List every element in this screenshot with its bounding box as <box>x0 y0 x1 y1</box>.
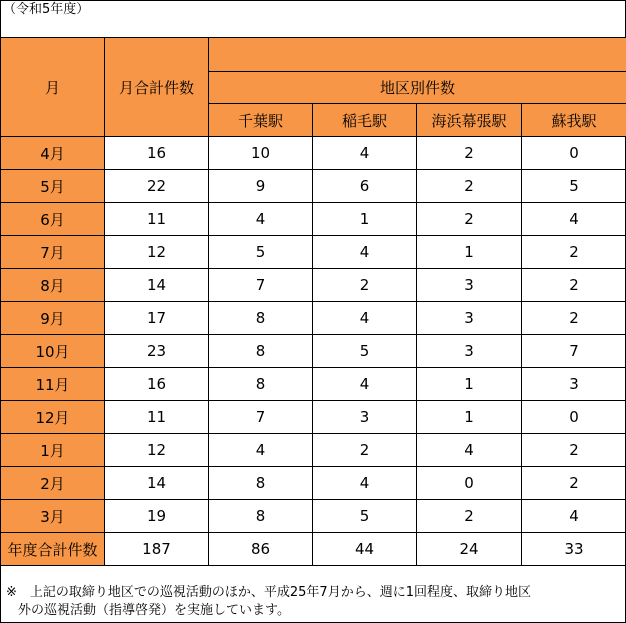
soga-count-cell: 2 <box>522 434 626 467</box>
inage-count-cell: 4 <box>313 236 417 269</box>
kaihinmakuhari-count-cell: 1 <box>417 236 522 269</box>
soga-count-cell: 4 <box>522 500 626 533</box>
month-label: 10月 <box>1 335 105 368</box>
monthly-total-cell: 14 <box>105 269 209 302</box>
table-row <box>1 467 626 500</box>
annual-total-row <box>1 533 626 566</box>
monthly-total-cell: 12 <box>105 236 209 269</box>
kaihinmakuhari-count-cell: 0 <box>417 467 522 500</box>
chiba-count-cell: 7 <box>209 269 313 302</box>
table-row <box>1 500 626 533</box>
inage-count-cell: 4 <box>313 302 417 335</box>
table-row <box>1 335 626 368</box>
soga-count-cell: 5 <box>522 170 626 203</box>
monthly-total-cell: 19 <box>105 500 209 533</box>
soga-count-cell: 4 <box>522 203 626 236</box>
header-spacer <box>209 38 626 72</box>
month-label: 11月 <box>1 368 105 401</box>
table-row <box>1 302 626 335</box>
table-row <box>1 236 626 269</box>
kaihinmakuhari-count-cell: 3 <box>417 335 522 368</box>
monthly-total-cell: 12 <box>105 434 209 467</box>
kaihinmakuhari-count-cell: 2 <box>417 137 522 170</box>
table-row <box>1 269 626 302</box>
monthly-total-cell: 14 <box>105 467 209 500</box>
inage-count-cell: 2 <box>313 434 417 467</box>
chiba-count-cell: 4 <box>209 434 313 467</box>
monthly-total-cell: 11 <box>105 203 209 236</box>
chiba-total-cell: 86 <box>209 533 313 566</box>
area-header-chiba: 千葉駅 <box>209 104 313 137</box>
soga-count-cell: 2 <box>522 302 626 335</box>
inage-count-cell: 5 <box>313 500 417 533</box>
monthly-total-cell: 22 <box>105 170 209 203</box>
month-label: 9月 <box>1 302 105 335</box>
monthly-total-column-header: 月合計件数 <box>105 38 209 137</box>
chiba-count-cell: 8 <box>209 368 313 401</box>
soga-count-cell: 2 <box>522 269 626 302</box>
footnote <box>6 584 531 620</box>
month-label: 7月 <box>1 236 105 269</box>
chiba-count-cell: 8 <box>209 500 313 533</box>
inage-count-cell: 3 <box>313 401 417 434</box>
inage-count-cell: 5 <box>313 335 417 368</box>
kaihinmakuhari-count-cell: 2 <box>417 203 522 236</box>
chiba-count-cell: 10 <box>209 137 313 170</box>
monthly-total-cell: 16 <box>105 137 209 170</box>
monthly-total-cell: 17 <box>105 302 209 335</box>
chiba-count-cell: 7 <box>209 401 313 434</box>
kaihinmakuhari-total-cell: 24 <box>417 533 522 566</box>
month-label: 5月 <box>1 170 105 203</box>
chiba-count-cell: 8 <box>209 302 313 335</box>
inage-count-cell: 6 <box>313 170 417 203</box>
table-row <box>1 401 626 434</box>
kaihinmakuhari-count-cell: 3 <box>417 302 522 335</box>
inage-count-cell: 2 <box>313 269 417 302</box>
month-label: 6月 <box>1 203 105 236</box>
chiba-count-cell: 9 <box>209 170 313 203</box>
area-header-inage: 稲毛駅 <box>313 104 417 137</box>
month-column-header: 月 <box>1 38 105 137</box>
inage-count-cell: 4 <box>313 137 417 170</box>
month-label: 4月 <box>1 137 105 170</box>
monthly-total-cell: 16 <box>105 368 209 401</box>
table-row <box>1 203 626 236</box>
soga-count-cell: 0 <box>522 137 626 170</box>
kaihinmakuhari-count-cell: 2 <box>417 170 522 203</box>
table-row <box>1 137 626 170</box>
chiba-count-cell: 8 <box>209 467 313 500</box>
table-row <box>1 170 626 203</box>
area-header-kaihinmakuhari: 海浜幕張駅 <box>417 104 522 137</box>
annual-total-label: 年度合計件数 <box>1 533 105 566</box>
inage-count-cell: 1 <box>313 203 417 236</box>
table-row <box>1 368 626 401</box>
kaihinmakuhari-count-cell: 3 <box>417 269 522 302</box>
chiba-count-cell: 4 <box>209 203 313 236</box>
soga-count-cell: 2 <box>522 467 626 500</box>
month-label: 12月 <box>1 401 105 434</box>
soga-count-cell: 7 <box>522 335 626 368</box>
inage-total-cell: 44 <box>313 533 417 566</box>
kaihinmakuhari-count-cell: 2 <box>417 500 522 533</box>
soga-count-cell: 0 <box>522 401 626 434</box>
soga-total-cell: 33 <box>522 533 626 566</box>
kaihinmakuhari-count-cell: 1 <box>417 401 522 434</box>
month-label: 1月 <box>1 434 105 467</box>
month-label: 8月 <box>1 269 105 302</box>
area-header-soga: 蘇我駅 <box>522 104 626 137</box>
table-row <box>1 434 626 467</box>
chiba-count-cell: 5 <box>209 236 313 269</box>
inage-count-cell: 4 <box>313 467 417 500</box>
soga-count-cell: 2 <box>522 236 626 269</box>
kaihinmakuhari-count-cell: 4 <box>417 434 522 467</box>
chiba-count-cell: 8 <box>209 335 313 368</box>
fiscal-year-label: （令和5年度） <box>3 2 90 17</box>
monthly-total-cell: 11 <box>105 401 209 434</box>
month-label: 3月 <box>1 500 105 533</box>
annual-total-cell: 187 <box>105 533 209 566</box>
monthly-total-cell: 23 <box>105 335 209 368</box>
footnote-line-1: ※ 上記の取締り地区での巡視活動のほか、平成25年7月から、週に1回程度、取締り地区 <box>6 585 531 600</box>
by-area-group-header: 地区別件数 <box>209 72 626 104</box>
kaihinmakuhari-count-cell: 1 <box>417 368 522 401</box>
soga-count-cell: 3 <box>522 368 626 401</box>
month-label: 2月 <box>1 467 105 500</box>
patrol-count-table <box>0 37 626 566</box>
inage-count-cell: 4 <box>313 368 417 401</box>
footnote-line-2: 外の巡視活動（指導啓発）を実施しています。 <box>18 603 290 618</box>
